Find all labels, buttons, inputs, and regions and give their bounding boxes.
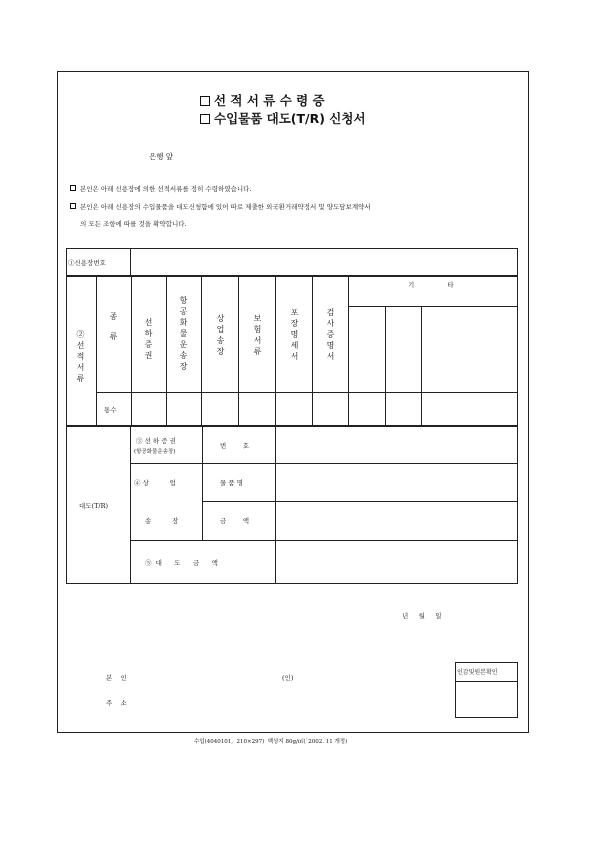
bl-label: ③ 선 하 증 권 xyxy=(136,437,176,445)
type-label: 종류 xyxy=(109,312,118,352)
statement-2-cont: 의 모든 조항에 따를 것을 확약합니다. xyxy=(80,220,187,228)
date-label: 년 월 일 xyxy=(402,612,442,620)
seal-check-label: 인감및원본확인 xyxy=(457,669,498,676)
col-packing-list: 포장명세서 xyxy=(290,308,299,363)
statement-2-checkbox[interactable] xyxy=(70,203,76,209)
col-inspection-cert: 검사증명서 xyxy=(326,308,335,363)
copies-label: 통수 xyxy=(104,406,117,414)
statement-2: 본인은 아래 신용장의 수입물품을 대도신청함에 있어 따로 제출한 외국환거래약정서 및 양도담보계약서 xyxy=(70,202,371,211)
form-title-receipt: 선 적 서 류 수 령 증 xyxy=(200,91,325,109)
address-label: 주 소 xyxy=(106,699,127,707)
applicant-label: 본 인 xyxy=(106,674,127,682)
copies-inspection-cert[interactable] xyxy=(313,393,348,425)
addressee: 은행 앞 xyxy=(149,152,174,161)
number-label: 번 호 xyxy=(220,442,250,450)
invoice-amount-field[interactable] xyxy=(277,503,516,539)
bl-sub-label: (항공화물운송장) xyxy=(134,449,176,455)
amount-label: 금 액 xyxy=(220,517,250,525)
tr-amount-label: ⑤ 대 도 금 액 xyxy=(145,559,218,567)
lc-number-field[interactable] xyxy=(132,250,516,274)
item-label: 물 품 명 xyxy=(220,479,243,487)
col-bill-of-lading: 선하증권 xyxy=(144,318,153,362)
copies-packing-list[interactable] xyxy=(276,393,312,425)
copies-bill-of-lading[interactable] xyxy=(132,393,166,425)
copies-commercial-invoice[interactable] xyxy=(202,393,238,425)
copies-air-waybill[interactable] xyxy=(167,393,201,425)
item-name-field[interactable] xyxy=(277,465,516,500)
col-insurance-docs: 보험서류 xyxy=(253,314,262,358)
statement-1-checkbox[interactable] xyxy=(70,185,76,191)
form-footer: 수입(4040101, 210×297) 백상지 80g/㎡(`2002. 11 개정) xyxy=(194,739,348,745)
col-commercial-invoice: 상업송장 xyxy=(216,314,225,358)
seal-mark: (인) xyxy=(282,674,294,682)
statement-1: 본인은 아래 신용장에 의한 선적서류를 정히 수령하였습니다. xyxy=(70,184,251,193)
col-air-waybill: 항공화물운송장 xyxy=(179,296,188,373)
lc-number-label: ①신용장번호 xyxy=(68,259,106,267)
col-other: 기 타 xyxy=(408,281,454,289)
tr-amount-field[interactable] xyxy=(277,542,516,583)
shipping-docs-label: ②선적서류 xyxy=(76,330,85,385)
receipt-checkbox[interactable] xyxy=(200,96,210,106)
invoice-label: ④ 상 업 xyxy=(134,479,176,487)
form-title-tr: 수입물품 대도(T/R) 신청서 xyxy=(200,109,366,127)
tr-checkbox[interactable] xyxy=(200,114,210,124)
tr-label: 대도(T/R) xyxy=(79,502,109,510)
invoice-label-cont: 송 장 xyxy=(145,517,179,525)
copies-insurance-docs[interactable] xyxy=(239,393,275,425)
bl-number-field[interactable] xyxy=(277,428,516,462)
